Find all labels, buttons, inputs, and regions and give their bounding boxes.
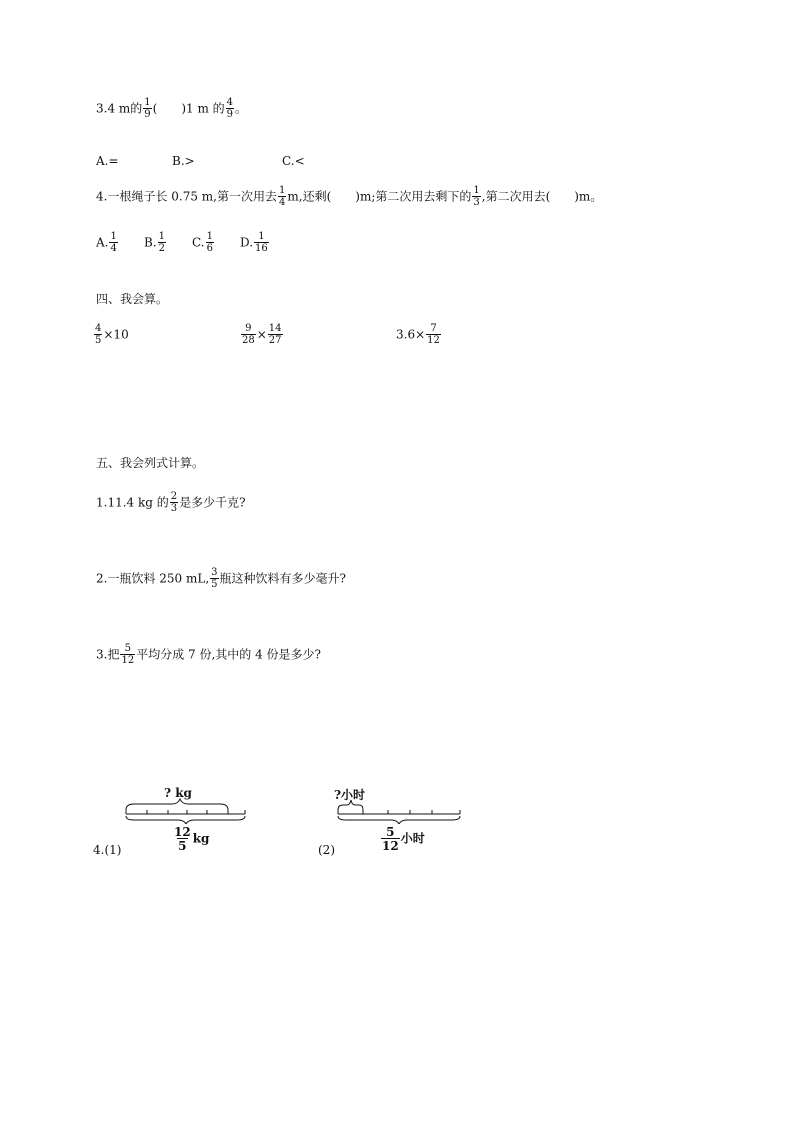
question-4: 4.一根绳子长 0.75 m,第一次用去 $\frac{1}{4}$ m,还剩( )m;第二次用去剩下的 $\frac{1}{3}$ ,第二次用去( )m。 xyxy=(96,185,603,208)
q4-option-c: C. $\frac{1}{6}$ xyxy=(192,231,213,254)
q4-fraction-1: $\frac{1}{4}$ xyxy=(279,185,286,208)
problem-4-label-2: (2) xyxy=(318,843,335,857)
diagram-1-top-label: ? kg xyxy=(164,786,192,800)
line-segment-diagram-2 xyxy=(334,784,464,856)
q4-option-d: D. $\frac{1}{16}$ xyxy=(240,231,268,254)
diagram-1-bottom-label: $\frac{12}{5}$ kg xyxy=(174,825,210,853)
q4-option-b: B. $\frac{1}{2}$ xyxy=(144,231,166,254)
question-3: 3.4 m的 $\frac{1}{9}$ ( )1 m 的 $\frac{4}{9}$ 。 xyxy=(96,97,248,120)
problem-4-label-1: 4.(1) xyxy=(93,843,122,857)
q4-option-a: A. $\frac{1}{4}$ xyxy=(96,231,117,254)
q4-fraction-2: $\frac{1}{3}$ xyxy=(473,185,480,208)
q3-prefix: 3.4 m的 xyxy=(96,101,143,116)
problem-1: 1.11.4 kg 的 $\frac{2}{3}$ 是多少千克? xyxy=(96,491,246,514)
diagram-2-bottom-label: $\frac{5}{12}$ 小时 xyxy=(382,825,425,853)
calc-expression-1: $\frac{4}{5}$ ×10 xyxy=(95,323,129,346)
q3-option-a: A.= xyxy=(96,154,119,168)
line-segment-diagram-1 xyxy=(124,784,254,856)
q3-fraction-1: $\frac{1}{9}$ xyxy=(144,97,151,120)
segment-1-svg xyxy=(124,784,254,824)
problem-2: 2.一瓶饮料 250 mL, $\frac{3}{5}$ 瓶这种饮料有多少毫升? xyxy=(96,567,346,590)
section-4-heading: 四、我会算。 xyxy=(96,292,169,306)
q3-option-c: C.< xyxy=(282,154,305,168)
section-5-heading: 五、我会列式计算。 xyxy=(96,456,205,470)
q3-option-b: B.> xyxy=(172,154,195,168)
q3-fraction-2: $\frac{4}{9}$ xyxy=(226,97,234,120)
calc-expression-2: $\frac{9}{28}$ × $\frac{14}{27}$ xyxy=(242,323,282,346)
calc-expression-3: 3.6× $\frac{7}{12}$ xyxy=(396,323,440,346)
segment-2-svg xyxy=(334,784,464,824)
diagram-2-top-label: ?小时 xyxy=(334,788,366,802)
problem-3: 3.把 $\frac{5}{12}$ 平均分成 7 份,其中的 4 份是多少? xyxy=(96,643,321,666)
